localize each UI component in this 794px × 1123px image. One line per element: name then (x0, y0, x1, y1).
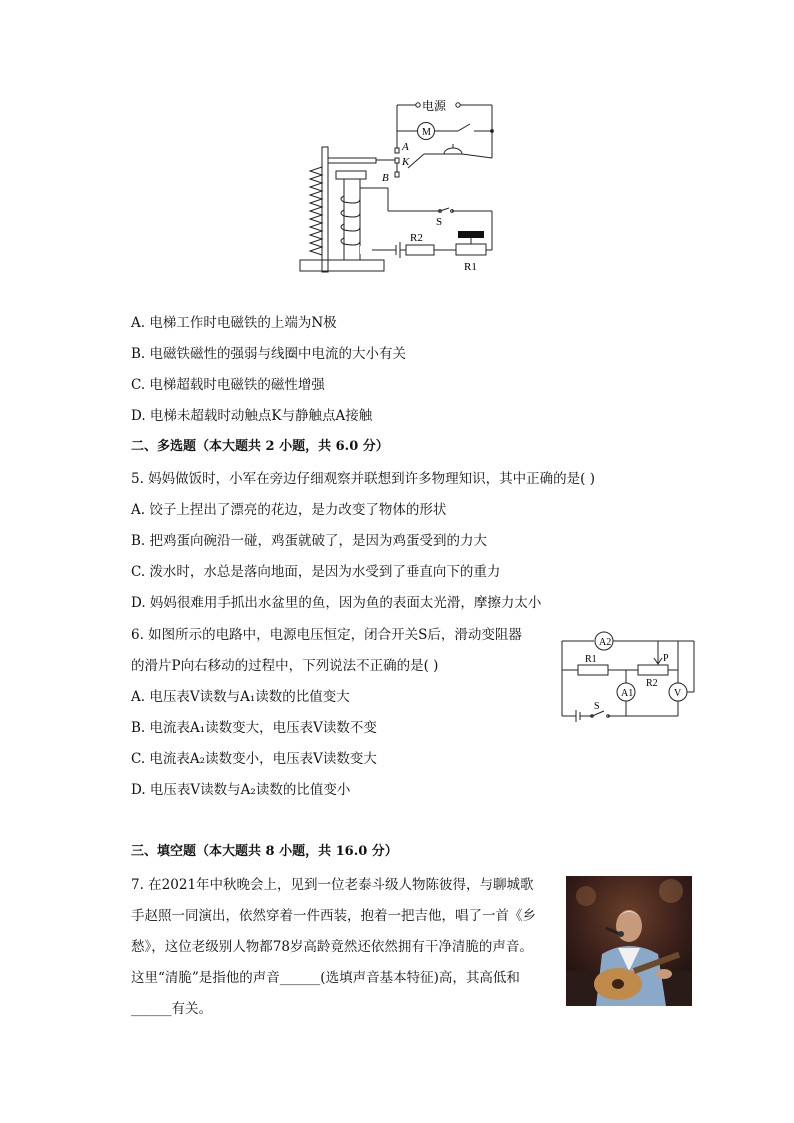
q7-line5: ______有关。 (131, 1001, 212, 1017)
resistor-R1-label: R1 (585, 654, 597, 665)
q6-circuit-diagram (558, 628, 696, 722)
q6-option-b: B. 电流表A₁读数变大，电压表V读数不变 (131, 720, 377, 736)
q5-option-a: A. 饺子上捏出了漂亮的花边，是力改变了物体的形状 (131, 502, 447, 518)
switch-S-label: S (594, 701, 600, 712)
resistor-R2-label: R2 (410, 232, 423, 244)
q4-option-d: D. 电梯未超载时动触点K与静触点A接触 (131, 408, 373, 424)
q5-option-c: C. 泼水时，水总是落向地面，是因为水受到了垂直向下的重力 (131, 564, 501, 580)
q6-stem-line2: 的滑片P向右移动的过程中，下列说法不正确的是( ) (131, 658, 439, 674)
section-heading-fill-in: 三、填空题（本大题共 8 小题，共 16.0 分） (131, 844, 398, 859)
singer-with-guitar-photo (566, 876, 692, 1006)
q7-line3: 愁》，这位老级别人物都78岁高龄竟然还依然拥有干净清脆的声音。 (131, 939, 533, 955)
q7-line4: 这里“清脆”是指他的声音______(选填声音基本特征)高，其高低和 (131, 970, 520, 986)
ammeter-A2-label: A2 (599, 637, 612, 648)
motor-label: M (422, 127, 431, 138)
voltmeter-V-label: V (674, 688, 682, 699)
power-label: 电源 (422, 99, 447, 113)
contact-K-label: K (402, 156, 410, 168)
q6-stem-line1: 6. 如图所示的电路中，电源电压恒定，闭合开关S后，滑动变阻器 (131, 627, 522, 643)
ammeter-A1-label: A1 (621, 688, 634, 699)
switch-S-label: S (436, 216, 443, 228)
slider-P-label: P (663, 653, 669, 664)
q7-line2: 手赵照一同演出，依然穿着一件西装，抱着一把吉他，唱了一首《乡 (131, 908, 536, 924)
resistor-R1-label: R1 (464, 261, 477, 273)
q6-option-d: D. 电压表V读数与A₂读数的比值变小 (131, 782, 351, 798)
contact-A-label: A (402, 141, 409, 153)
q4-option-b: B. 电磁铁磁性的强弱与线圈中电流的大小有关 (131, 346, 407, 362)
q4-option-a: A. 电梯工作时电磁铁的上端为N极 (131, 315, 337, 331)
contact-B-label: B (382, 172, 389, 184)
q6-option-c: C. 电流表A₂读数变小，电压表V读数变大 (131, 751, 377, 767)
q5-option-b: B. 把鸡蛋向碗沿一碰，鸡蛋就破了，是因为鸡蛋受到的力大 (131, 533, 488, 549)
q7-line1: 7. 在2021年中秋晚会上，见到一位老泰斗级人物陈彼得，与聊城歌 (131, 877, 534, 893)
q5-option-d: D. 妈妈很难用手抓出水盆里的鱼，因为鱼的表面太光滑，摩擦力太小 (131, 595, 542, 611)
section-heading-multiple-choice: 二、多选题（本大题共 2 小题，共 6.0 分） (131, 439, 389, 454)
elevator-relay-circuit-diagram (292, 92, 502, 282)
rheostat-R2-label: R2 (646, 678, 658, 689)
q6-option-a: A. 电压表V读数与A₁读数的比值变大 (131, 689, 350, 705)
q5-stem: 5. 妈妈做饭时，小军在旁边仔细观察并联想到许多物理知识，其中正确的是( ) (131, 471, 595, 487)
q4-option-c: C. 电梯超载时电磁铁的磁性增强 (131, 377, 325, 393)
